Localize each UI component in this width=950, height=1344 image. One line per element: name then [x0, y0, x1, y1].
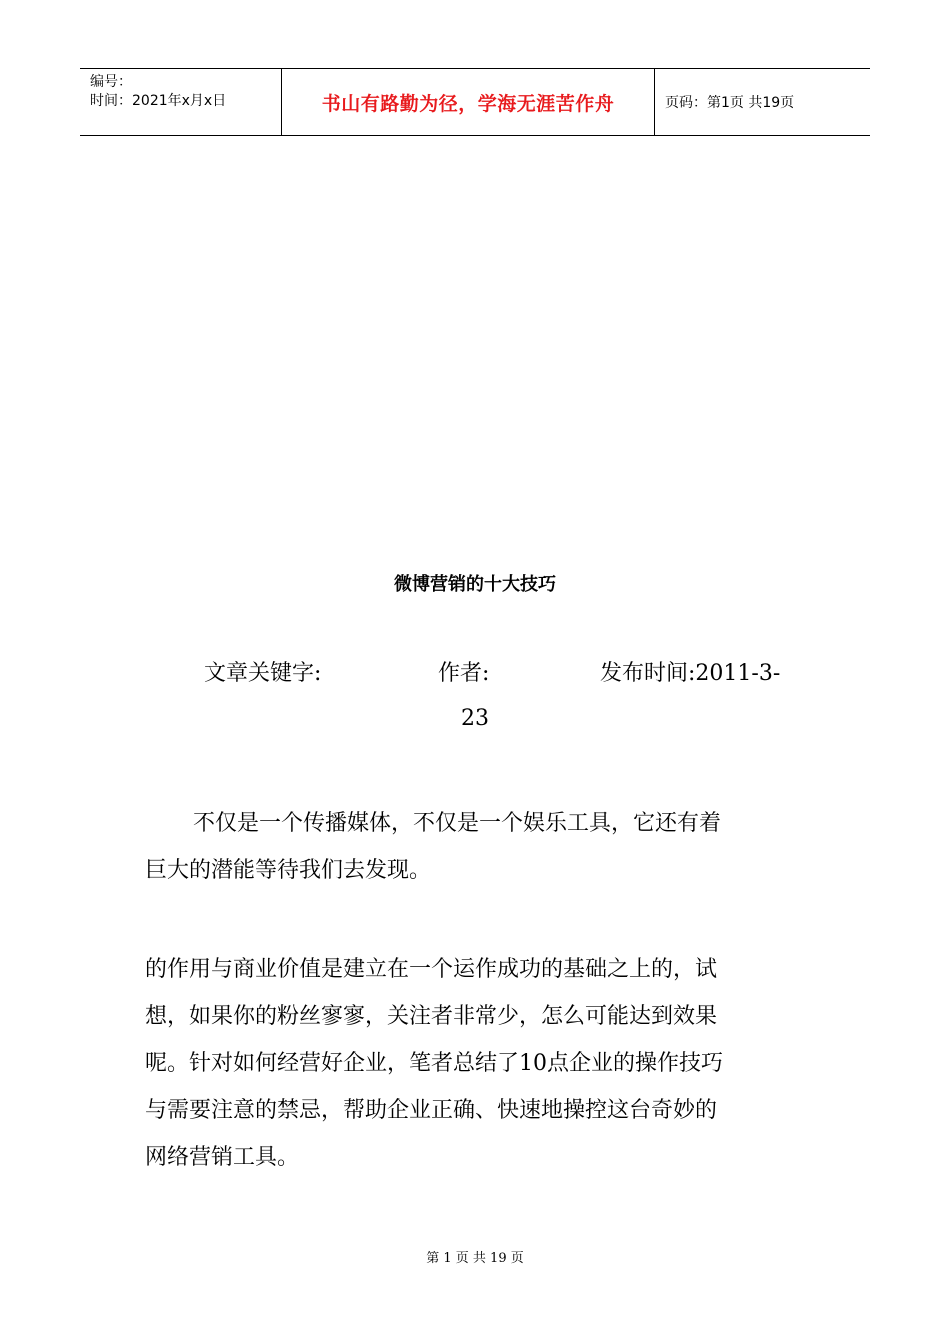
paragraph-body: [145, 946, 810, 1181]
paragraph-line: 网络营销工具。: [145, 1145, 300, 1170]
article-title: 微博营销的十大技巧: [394, 574, 556, 595]
header-right-cell: [655, 69, 870, 135]
header-left-cell: [80, 69, 281, 135]
date-label: 时间：2021年x月x日: [90, 93, 227, 109]
keywords-label: 文章关键字:: [204, 661, 322, 686]
page-info: 页码：第1页 共19页: [665, 95, 795, 111]
serial-number-label: 编号：: [90, 74, 132, 90]
paragraph-line: 想，如果你的粉丝寥寥，关注者非常少，怎么可能达到效果: [145, 1004, 718, 1029]
author-label: 作者:: [438, 661, 490, 686]
paragraph-line: 与需要注意的禁忌，帮助企业正确、快速地操控这台奇妙的: [145, 1098, 718, 1123]
paragraph-line: 的作用与商业价值是建立在一个运作成功的基础之上的，试: [145, 957, 718, 982]
paragraph-intro: [145, 800, 810, 894]
paragraph-line: 呢。针对如何经营好企业，笔者总结了10点企业的操作技巧: [145, 1051, 723, 1076]
paragraph-line: 不仅是一个传播媒体，不仅是一个娱乐工具，它还有着: [193, 811, 722, 836]
page-footer: 第 1 页 共 19 页: [426, 1251, 524, 1266]
publish-date-continuation: 23: [461, 706, 489, 731]
publish-date-label: 发布时间:2011-3-: [600, 661, 781, 686]
motto-text: 书山有路勤为径，学海无涯苦作舟: [321, 92, 615, 115]
article-meta: [0, 656, 950, 686]
header-motto-cell: [281, 69, 655, 135]
document-header: [80, 68, 870, 136]
paragraph-line: 巨大的潜能等待我们去发现。: [145, 858, 432, 883]
